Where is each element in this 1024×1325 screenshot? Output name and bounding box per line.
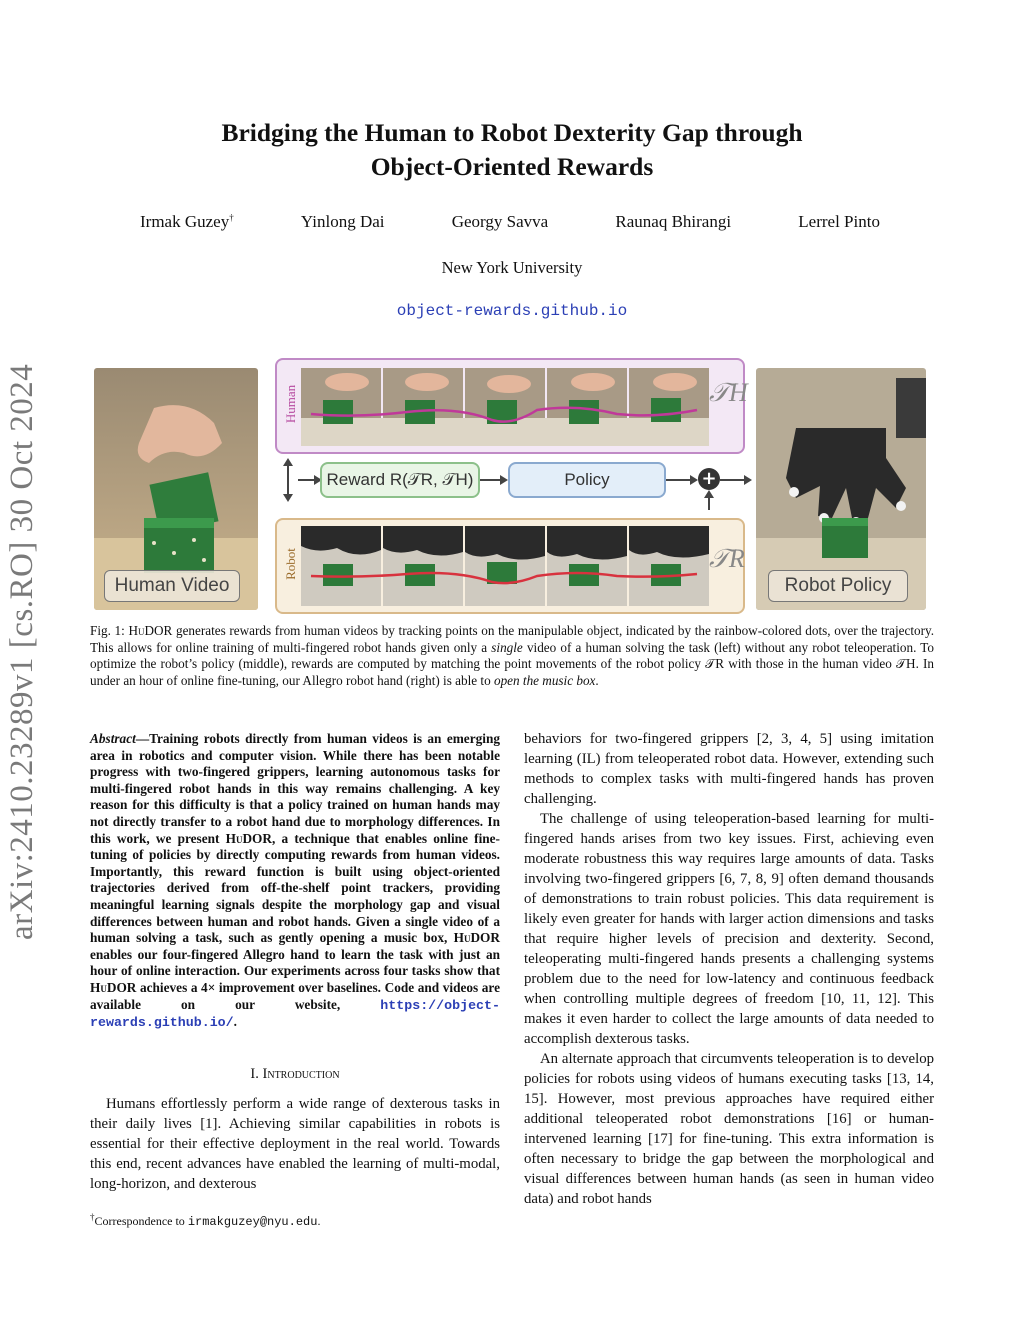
abstract: Abstract—Training robots directly from human videos is an emerging area in robotics and computer vision. While there has been notable progress with two-fingered grippers, learning autonomous tasks for multi-fingered robot hands in this way remains challenging. A key reason for this difficulty is that a policy trained on human hands may not directly transfer to a robot hand due to morphology differences. In this work, we present HuDOR, a technique that enables online fine-tuning of policies by directly computing rewards from human videos. Importantly, this reward function is built using object-oriented trajectories derived from off-the-shelf point trackers, providing meaningful learning signals despite the morphology gap and visual differences between human and robot hands. Given a single video of a human solving a task, such as gently opening a music box, HuDOR enables our four-fingered Allegro hand to learn the task with just an hour of online interaction. Our experiments across four tasks show that HuDOR achieves a 4× improvement over baselines. Code and videos are available on our website, https://object-rewards.github.io/.: [90, 731, 500, 1031]
section-heading: I. Introduction: [250, 1066, 340, 1082]
policy-box: Policy: [508, 462, 666, 498]
combine-plus-icon: +: [698, 468, 720, 490]
correspondence-email[interactable]: irmakguzey@nyu.edu: [187, 1215, 318, 1229]
human-video-label: Human Video: [104, 570, 240, 602]
intro-paragraph: Humans effortlessly perform a wide range of dexterous tasks in their daily lives [1]. Achieving similar capabilities in robots is essential for their effective deployment in the real world. Towards this end, recent advances have enabled the learning of multi-modal, long-horizon, and dexterous: [90, 1096, 500, 1192]
author-name: Irmak Guzey†: [140, 212, 234, 231]
human-trajectory-symbol: 𝒯H: [709, 378, 748, 407]
reward-function-box: Reward R(𝒯R, 𝒯H): [320, 462, 480, 498]
title-line-2: Object-Oriented Rewards: [370, 152, 654, 181]
author-list: [140, 212, 880, 232]
paragraph: The challenge of using teleoperation-based learning for multi-fingered hands arises from two key issues. First, achieving even moderate robustness this way requires large amounts of data. Tasks involving two-fingered grippers [6, 7, 8, 9] often demand thousands of demonstrations to train robust policies. This data requirement is likely even greater for hands with larger action dimensions and tasks that require higher levels of precision and dexterity. Second, teleoperating multi-fingered hands presents a challenging systems problem due to the need for low-latency and continuous feedback when controlling multiple degrees of freedom [10, 11, 12]. This makes it even harder to collect the large amounts of data needed to accomplish dexterous tasks.: [524, 811, 934, 1047]
paragraph: An alternate approach that circumvents teleoperation is to develop policies for robots using videos of humans executing tasks [13, 14, 15]. However, most previous approaches have required either additional teleoperated robot demonstrations [16] or human-intervened learning [17] for fine-tuning. This extra information is often necessary to bridge the gap between the morphological and visual differences between human hands (as seen in human video data) and robot hands: [524, 1051, 934, 1207]
human-row-label: Human: [283, 384, 298, 424]
right-column-text: [524, 729, 934, 1209]
website-link[interactable]: https://object-rewards.github.io/: [90, 997, 500, 1031]
arxiv-stamp: arXiv:2410.23289v1 [cs.RO] 30 Oct 2024: [4, 363, 40, 940]
robot-row-label: Robot: [283, 548, 298, 580]
human-frames: [301, 368, 709, 446]
paper-title: [0, 116, 1024, 184]
affiliation: New York University: [441, 258, 583, 277]
teaser-figure: [92, 356, 934, 614]
robot-trajectory-symbol: 𝒯R: [709, 544, 745, 573]
author-name: Raunaq Bhirangi: [615, 212, 732, 231]
author-name: Georgy Savva: [451, 212, 549, 231]
title-line-1: Bridging the Human to Robot Dexterity Gap through: [221, 118, 803, 147]
human-trajectory-strip: [275, 358, 748, 454]
author-name: Yinlong Dai: [300, 212, 385, 231]
figure-caption: Fig. 1: HuDOR generates rewards from human videos by tracking points on the manipulable object, indicated by the rainbow-colored dots, over the trajectory. This allows for online training of multi-fingered robot hands given only a single video of a human solving the task (left) without any robot teleoperation. To optimize the robot’s policy (middle), rewards are computed by matching the point movements of the robot policy 𝒯R with those in the human video 𝒯H. In under an hour of online fine-tuning, our Allegro robot hand (right) is able to open the music box.: [90, 623, 935, 688]
robot-frames: [301, 526, 709, 606]
paragraph: behaviors for two-fingered grippers [2, 3, 4, 5] using imitation learning (IL) from teleoperated robot data. However, extending such methods to complex tasks with multi-fingered hands has proven challenging.: [524, 731, 934, 807]
footnote: †Correspondence to irmakguzey@nyu.edu.: [90, 1212, 321, 1229]
robot-trajectory-strip: [275, 518, 745, 614]
project-website-link[interactable]: object-rewards.github.io: [396, 302, 628, 320]
robot-policy-label: Robot Policy: [768, 570, 908, 602]
author-name: Lerrel Pinto: [798, 212, 880, 231]
